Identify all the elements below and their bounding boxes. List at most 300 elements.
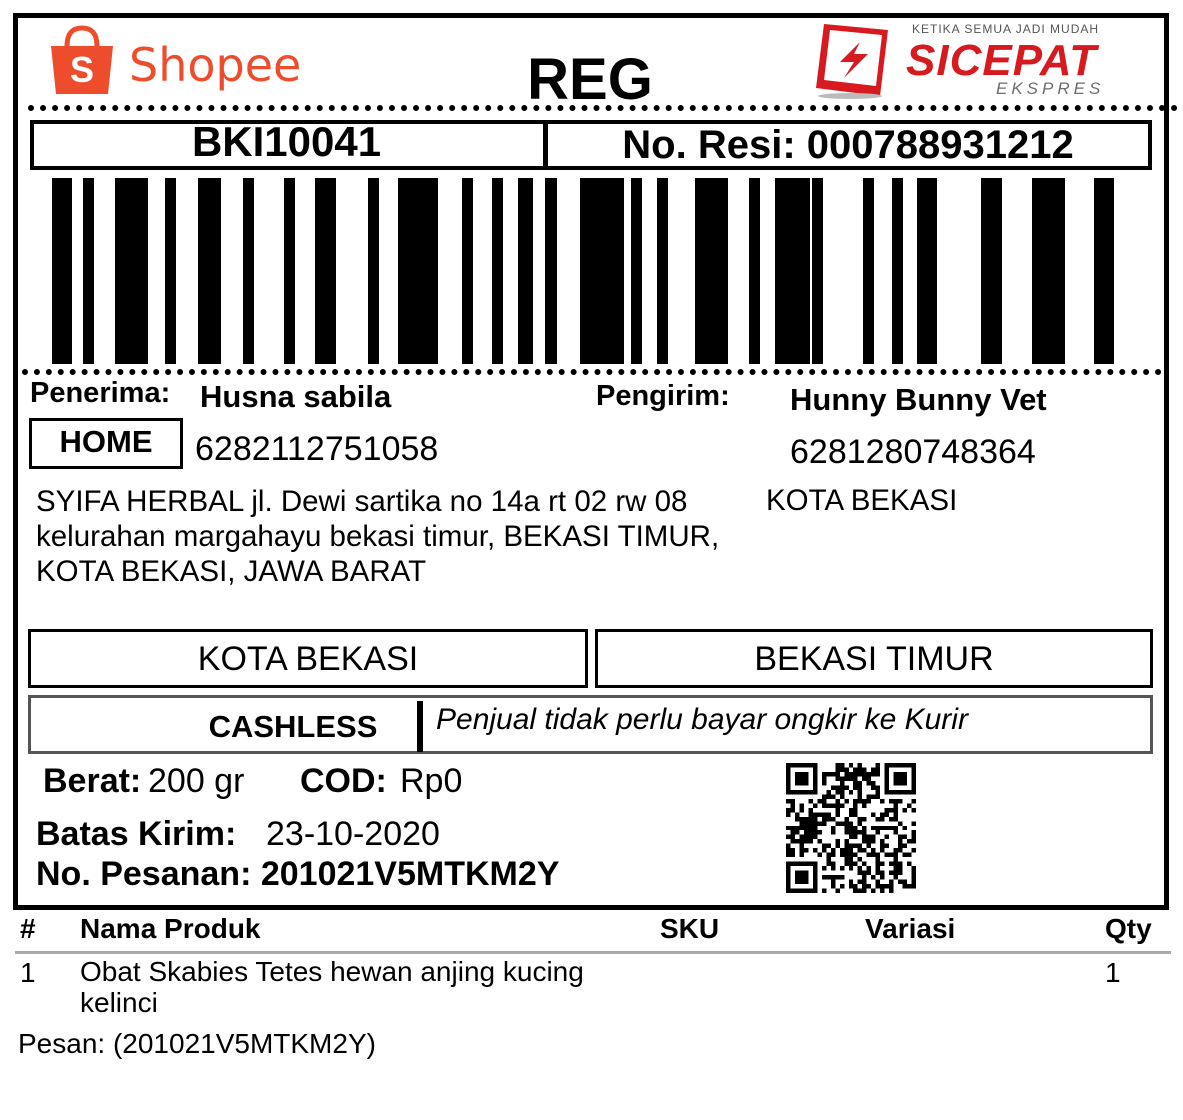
qr-module [786,826,790,830]
qr-module [862,889,866,893]
qr-module [840,821,844,825]
qr-module [862,767,866,771]
qr-module [813,803,817,807]
qr-module [835,821,839,825]
qr-module [903,880,907,884]
qr-module [826,857,830,861]
qr-module [831,830,835,834]
qr-module [826,772,830,776]
qr-module [853,803,857,807]
qr-module [849,844,853,848]
qr-module [826,817,830,821]
qr-module [840,866,844,870]
qr-module [822,812,826,816]
qr-module [813,848,817,852]
sender-phone: 6281280748364 [790,433,1036,471]
barcode-bar [981,178,1002,364]
sender-label: Pengirim: [596,380,730,412]
qr-module [876,871,880,875]
service-type: REG [527,47,653,112]
qr-module [795,871,808,884]
qr-module [903,844,907,848]
qr-module [862,880,866,884]
qr-module [813,826,817,830]
qr-module [898,848,902,852]
qr-module [880,826,884,830]
qr-module [808,808,812,812]
deadline-label: Batas Kirim: [36,815,237,853]
qr-module [858,848,862,852]
qr-module [790,826,794,830]
qr-module [799,803,803,807]
qr-module [871,812,875,816]
qr-module [876,817,880,821]
qr-module [876,866,880,870]
qr-module [907,884,911,888]
qr-module [853,830,857,834]
barcode-bar [243,178,254,364]
qr-module [871,826,875,830]
barcode-bar [518,178,533,364]
qr-module [844,839,848,843]
qr-module [835,763,839,767]
qr-module [826,803,830,807]
qr-module [903,884,907,888]
qr-module [912,839,916,843]
qr-module [889,826,893,830]
qr-module [858,790,862,794]
qr-module [844,844,848,848]
qr-module [849,821,853,825]
qr-module [840,875,844,879]
qr-module [813,862,817,893]
barcode [52,178,1120,364]
qr-module [885,844,889,848]
qr-module [876,853,880,857]
qr-module [826,853,830,857]
qr-module [849,848,853,852]
qr-module [849,772,853,776]
qr-module [786,808,790,812]
qr-module [853,884,857,888]
qr-module [808,812,812,816]
qr-module [813,821,817,825]
qr-module [799,848,803,852]
qr-module [912,830,916,834]
qr-module [889,871,893,875]
qr-module [907,803,911,807]
qr-module [898,821,902,825]
qr-module [880,817,884,821]
barcode-bar [545,178,557,364]
qr-module [840,776,844,780]
qr-module [826,812,830,816]
sender-name: Hunny Bunny Vet [790,382,1047,417]
qr-module [894,826,898,830]
qr-module [790,830,794,834]
qr-module [876,884,880,888]
qr-module [835,839,839,843]
qr-module [804,817,808,821]
row-product-name-line1: Obat Skabies Tetes hewan anjing kucing [80,956,584,987]
qr-module [808,830,812,834]
col-header-no: # [20,913,36,944]
recipient-label: Penerima: [30,377,171,409]
qr-module [849,812,853,816]
sort-code: BKI10041 [191,118,382,165]
qr-module [817,853,821,857]
sender-city: KOTA BEKASI [766,484,958,517]
order-label: No. Pesanan: [36,855,252,893]
qr-module [889,862,893,866]
qr-module [880,812,884,816]
barcode-bar [863,178,874,364]
qr-module [912,799,916,803]
col-header-product: Nama Produk [80,913,261,944]
qr-module [876,826,880,830]
qr-module [808,817,812,821]
qr-module [858,880,862,884]
qr-module [858,772,862,776]
qr-module [840,763,844,767]
address-type-badge: HOME [29,418,183,469]
barcode-bar [198,178,221,364]
qr-module [799,835,803,839]
qr-module [867,781,871,785]
svg-text:S: S [69,49,95,90]
qr-module [853,772,857,776]
qr-module [862,830,866,834]
qr-module [835,767,839,771]
qr-module [804,821,808,825]
resi [548,123,1148,168]
barcode-bar [398,178,438,364]
qr-module [871,835,875,839]
qr-module [804,835,808,839]
qr-module [799,844,803,848]
qr-module [853,785,857,789]
qr-module [826,790,830,794]
qr-module [826,844,830,848]
qr-module [885,763,916,767]
qr-module [844,821,848,825]
qr-module [786,853,790,857]
qr-module [786,862,817,866]
deadline-value: 23-10-2020 [266,815,440,853]
qr-module [858,763,862,767]
qr-module [867,871,871,875]
qr-module [835,812,839,816]
qr-module [894,830,898,834]
qr-module [898,862,902,866]
qr-module [885,835,889,839]
qr-module [898,880,902,884]
qr-module [862,826,866,830]
qr-module [790,839,794,843]
barcode-bar [917,178,937,364]
qr-module [831,866,835,870]
qr-module [853,812,857,816]
qr-module [889,799,893,803]
qr-module [835,776,839,780]
qr-module [876,862,880,866]
payment-divider [417,701,423,752]
qr-module [844,848,848,852]
destination-city-box [28,629,588,688]
qr-module [808,835,812,839]
qr-module [817,830,821,834]
qr-module [840,781,844,785]
qr-module [849,866,853,870]
qr-module [835,803,839,807]
qr-module [867,884,871,888]
qr-module [885,808,889,812]
sicepat-logo [810,16,1110,102]
qr-module [786,763,790,794]
qr-module [889,817,893,821]
qr-module [844,767,848,771]
qr-module [831,817,835,821]
qr-module [790,835,794,839]
qr-module [871,853,875,857]
qr-module [804,830,808,834]
qr-module [903,835,907,839]
qr-module [907,839,911,843]
qr-module [885,790,916,794]
qr-module [903,853,907,857]
shopee-logo [45,24,315,100]
qr-module [858,767,862,771]
qr-module [889,889,893,893]
order-number [36,855,559,894]
qr-module [876,767,880,771]
qr-module [894,853,898,857]
cod-label: COD: [300,762,387,800]
qr-module [849,880,853,884]
qr-module [880,799,884,803]
qr-module [880,875,884,879]
qr-module [912,871,916,875]
qr-module [822,803,826,807]
qr-module [885,812,889,816]
qr-module [867,835,871,839]
qr-module [862,839,866,843]
weight-value: 200 gr [148,762,245,800]
qr-module [858,817,862,821]
qr-module [898,866,902,870]
qr-module [786,889,817,893]
qr-module [831,785,835,789]
qr-module [885,763,889,794]
qr-module [799,808,803,812]
qr-module [804,839,808,843]
qr-module [822,866,826,870]
qr-module [849,776,853,780]
qr-module [795,839,799,843]
destination-city: KOTA BEKASI [197,640,419,678]
barcode-bar [812,178,823,364]
qr-module [912,848,916,852]
qr-module [862,799,866,803]
payment-note: Penjual tidak perlu bayar ongkir ke Kurir [436,703,968,736]
qr-module [858,844,862,848]
barcode-bar [165,178,176,364]
qr-module [835,808,839,812]
barcode-bar [1032,178,1065,364]
sicepat-tagline: KETIKA SEMUA JADI MUDAH [912,22,1100,36]
qr-module [844,776,848,780]
qr-module [831,772,835,776]
qr-module [876,763,880,767]
order-value: 201021V5MTKM2Y [260,855,560,893]
barcode-bar [368,178,379,364]
qr-module [867,866,871,870]
qr-module [822,772,826,776]
qr-module [844,817,848,821]
qr-module [813,763,817,794]
qr-module [849,835,853,839]
qr-module [912,835,916,839]
qr-module [835,889,839,893]
qr-module [853,826,857,830]
qr-module [822,799,826,803]
qr-module [844,862,848,866]
qr-module [862,817,866,821]
barcode-bar [657,178,668,364]
qr-module [795,812,799,816]
qr-module [876,790,880,794]
qr-module [808,821,812,825]
qr-module [844,857,848,861]
row-product-name-line2: kelinci [80,987,158,1018]
qr-module [867,844,871,848]
qr-module [871,839,875,843]
barcode-bar [631,178,642,364]
qr-module [853,889,857,893]
qr-module [822,781,826,785]
qr-module [885,884,889,888]
qr-module [840,767,844,771]
order-message: Pesan: (201021V5MTKM2Y) [18,1028,376,1059]
sicepat-wordmark: SICEPAT [906,36,1098,85]
qr-module [876,794,880,798]
qr-module [790,848,794,852]
dotted-divider [22,369,1162,375]
qr-module [894,799,898,803]
qr-module [790,853,794,857]
qr-module [898,835,902,839]
barcode-bar [52,178,72,364]
qr-module [822,889,826,893]
qr-module [786,844,790,848]
qr-module [894,857,898,861]
barcode-bar [749,178,760,364]
qr-module [858,799,862,803]
shopee-wordmark: Shopee [129,38,302,92]
col-header-variation: Variasi [865,913,956,944]
barcode-bar [115,178,148,364]
qr-module [862,803,866,807]
qr-module [790,799,794,803]
qr-module [853,767,857,771]
qr-module [844,785,848,789]
qr-module [849,853,853,857]
qr-module [835,772,839,776]
row-no: 1 [20,957,36,988]
qr-module [903,826,907,830]
qr-module [822,844,826,848]
qr-module [862,772,866,776]
qr-module [831,794,835,798]
qr-module [876,785,880,789]
qr-module [894,817,898,821]
qr-module [853,844,857,848]
resi-label: No. Resi: [622,123,796,167]
qr-module [849,857,853,861]
barcode-bar [284,178,295,364]
qr-module [835,790,839,794]
qr-module [898,844,902,848]
qr-module [867,799,871,803]
qr-module [871,794,875,798]
qr-module [876,880,880,884]
qr-module [831,884,835,888]
qr-module [880,844,884,848]
barcode-bar [462,178,473,364]
qr-module [889,808,893,812]
qr-module [835,875,839,879]
qr-module [862,776,866,780]
qr-module [822,875,826,879]
row-qty: 1 [1105,957,1121,988]
qr-module [840,785,844,789]
qr-module [853,799,857,803]
barcode-bar [1094,178,1114,364]
qr-module [822,817,826,821]
qr-module [862,848,866,852]
qr-module [808,799,812,803]
qr-module [844,772,848,776]
qr-module [817,821,821,825]
qr-module [786,835,790,839]
qr-module [862,871,866,875]
qr-module [840,884,844,888]
qr-module [894,772,907,785]
qr-module [804,848,808,852]
qr-module [817,799,821,803]
qr-module [853,835,857,839]
qr-module [894,866,898,870]
barcode-bar [492,178,503,364]
qr-module [835,844,839,848]
qr-module [835,799,839,803]
qr-module [840,848,844,852]
qr-module [871,848,875,852]
qr-module [786,763,817,767]
qr-module [799,817,803,821]
destination-district: BEKASI TIMUR [754,640,994,678]
qr-module [871,785,875,789]
qr-module [831,875,835,879]
qr-module [880,848,884,852]
qr-module [858,785,862,789]
qr-module [822,848,826,852]
qr-module [817,812,821,816]
qr-module [849,862,853,866]
qr-module [867,794,871,798]
qr-module [831,862,835,866]
qr-module [907,862,911,866]
